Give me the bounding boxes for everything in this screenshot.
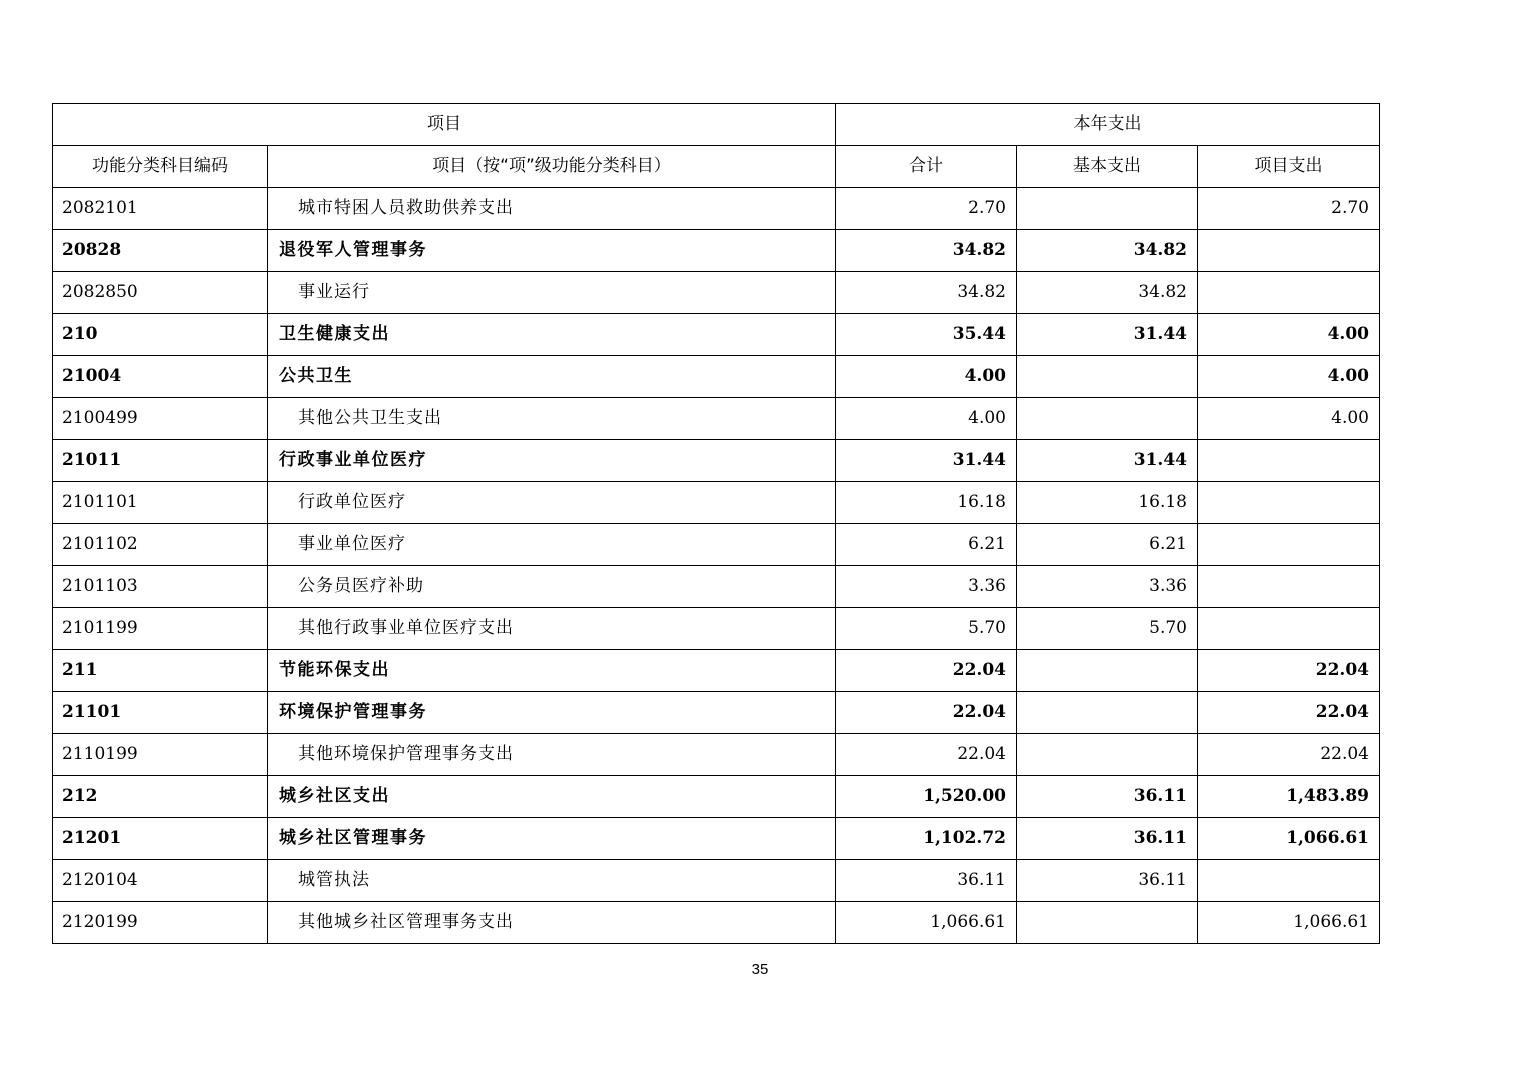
row-name: 事业运行 <box>268 272 836 314</box>
table-row <box>53 818 1380 860</box>
row-code: 210 <box>53 314 268 356</box>
table-row <box>53 272 1380 314</box>
table-row <box>53 734 1380 776</box>
row-code: 2101102 <box>53 524 268 566</box>
table-row <box>53 356 1380 398</box>
row-basic: 36.11 <box>1017 818 1198 860</box>
table-row <box>53 314 1380 356</box>
row-project <box>1198 272 1380 314</box>
row-project <box>1198 230 1380 272</box>
header-basic: 基本支出 <box>1017 146 1198 188</box>
row-code: 2082101 <box>53 188 268 230</box>
row-name: 行政事业单位医疗 <box>268 440 836 482</box>
row-total: 1,520.00 <box>836 776 1017 818</box>
table-row <box>53 608 1380 650</box>
row-name: 其他环境保护管理事务支出 <box>268 734 836 776</box>
row-total: 1,066.61 <box>836 902 1017 944</box>
row-total: 22.04 <box>836 650 1017 692</box>
row-code: 2101103 <box>53 566 268 608</box>
row-total: 22.04 <box>836 734 1017 776</box>
row-basic: 16.18 <box>1017 482 1198 524</box>
row-name: 其他行政事业单位医疗支出 <box>268 608 836 650</box>
table-row <box>53 482 1380 524</box>
header-row-columns <box>53 146 1380 188</box>
row-code: 2101101 <box>53 482 268 524</box>
row-basic: 36.11 <box>1017 860 1198 902</box>
row-total: 6.21 <box>836 524 1017 566</box>
row-basic <box>1017 902 1198 944</box>
row-project: 2.70 <box>1198 188 1380 230</box>
row-total: 34.82 <box>836 272 1017 314</box>
table-row <box>53 230 1380 272</box>
row-name: 公共卫生 <box>268 356 836 398</box>
row-project: 1,066.61 <box>1198 818 1380 860</box>
row-basic <box>1017 734 1198 776</box>
row-code: 21101 <box>53 692 268 734</box>
row-basic <box>1017 692 1198 734</box>
budget-table <box>52 103 1380 944</box>
row-project: 22.04 <box>1198 692 1380 734</box>
table-row <box>53 188 1380 230</box>
row-name: 城乡社区管理事务 <box>268 818 836 860</box>
row-project: 4.00 <box>1198 314 1380 356</box>
row-name: 事业单位医疗 <box>268 524 836 566</box>
row-basic <box>1017 398 1198 440</box>
row-code: 21201 <box>53 818 268 860</box>
row-code: 2120199 <box>53 902 268 944</box>
row-basic: 34.82 <box>1017 272 1198 314</box>
row-basic: 5.70 <box>1017 608 1198 650</box>
row-total: 1,102.72 <box>836 818 1017 860</box>
header-current-year-expenditure: 本年支出 <box>836 104 1380 146</box>
row-name: 城管执法 <box>268 860 836 902</box>
row-project <box>1198 482 1380 524</box>
table-row <box>53 860 1380 902</box>
row-name: 其他城乡社区管理事务支出 <box>268 902 836 944</box>
row-project: 1,483.89 <box>1198 776 1380 818</box>
row-code: 2101199 <box>53 608 268 650</box>
row-total: 22.04 <box>836 692 1017 734</box>
row-project: 1,066.61 <box>1198 902 1380 944</box>
row-basic <box>1017 650 1198 692</box>
row-basic: 31.44 <box>1017 440 1198 482</box>
row-project <box>1198 566 1380 608</box>
row-basic: 31.44 <box>1017 314 1198 356</box>
row-code: 212 <box>53 776 268 818</box>
row-basic: 6.21 <box>1017 524 1198 566</box>
row-project: 4.00 <box>1198 356 1380 398</box>
table-body <box>53 188 1380 944</box>
row-total: 34.82 <box>836 230 1017 272</box>
row-name: 节能环保支出 <box>268 650 836 692</box>
table-row <box>53 902 1380 944</box>
row-name: 城市特困人员救助供养支出 <box>268 188 836 230</box>
row-total: 16.18 <box>836 482 1017 524</box>
header-project-expenditure: 项目支出 <box>1198 146 1380 188</box>
row-name: 公务员医疗补助 <box>268 566 836 608</box>
row-basic <box>1017 188 1198 230</box>
table-row <box>53 776 1380 818</box>
row-total: 4.00 <box>836 356 1017 398</box>
header-project: 项目 <box>53 104 836 146</box>
header-total: 合计 <box>836 146 1017 188</box>
row-project: 4.00 <box>1198 398 1380 440</box>
header-code: 功能分类科目编码 <box>53 146 268 188</box>
header-row-top <box>53 104 1380 146</box>
row-total: 3.36 <box>836 566 1017 608</box>
row-total: 31.44 <box>836 440 1017 482</box>
row-basic: 34.82 <box>1017 230 1198 272</box>
row-project <box>1198 440 1380 482</box>
row-project <box>1198 524 1380 566</box>
row-total: 36.11 <box>836 860 1017 902</box>
row-basic <box>1017 356 1198 398</box>
row-project <box>1198 608 1380 650</box>
row-code: 2082850 <box>53 272 268 314</box>
row-total: 2.70 <box>836 188 1017 230</box>
row-name: 城乡社区支出 <box>268 776 836 818</box>
table-row <box>53 524 1380 566</box>
row-name: 行政单位医疗 <box>268 482 836 524</box>
row-code: 2120104 <box>53 860 268 902</box>
table-row <box>53 650 1380 692</box>
row-basic: 36.11 <box>1017 776 1198 818</box>
row-name: 其他公共卫生支出 <box>268 398 836 440</box>
table-row <box>53 566 1380 608</box>
row-total: 4.00 <box>836 398 1017 440</box>
row-code: 2100499 <box>53 398 268 440</box>
table-row <box>53 692 1380 734</box>
row-name: 退役军人管理事务 <box>268 230 836 272</box>
row-basic: 3.36 <box>1017 566 1198 608</box>
row-code: 211 <box>53 650 268 692</box>
row-code: 2110199 <box>53 734 268 776</box>
table-row <box>53 398 1380 440</box>
row-code: 21004 <box>53 356 268 398</box>
row-project: 22.04 <box>1198 650 1380 692</box>
row-name: 卫生健康支出 <box>268 314 836 356</box>
row-total: 5.70 <box>836 608 1017 650</box>
header-name: 项目（按“项”级功能分类科目） <box>268 146 836 188</box>
page-number: 35 <box>751 961 769 978</box>
row-name: 环境保护管理事务 <box>268 692 836 734</box>
table-row <box>53 440 1380 482</box>
row-code: 21011 <box>53 440 268 482</box>
row-code: 20828 <box>53 230 268 272</box>
row-project: 22.04 <box>1198 734 1380 776</box>
row-total: 35.44 <box>836 314 1017 356</box>
row-project <box>1198 860 1380 902</box>
